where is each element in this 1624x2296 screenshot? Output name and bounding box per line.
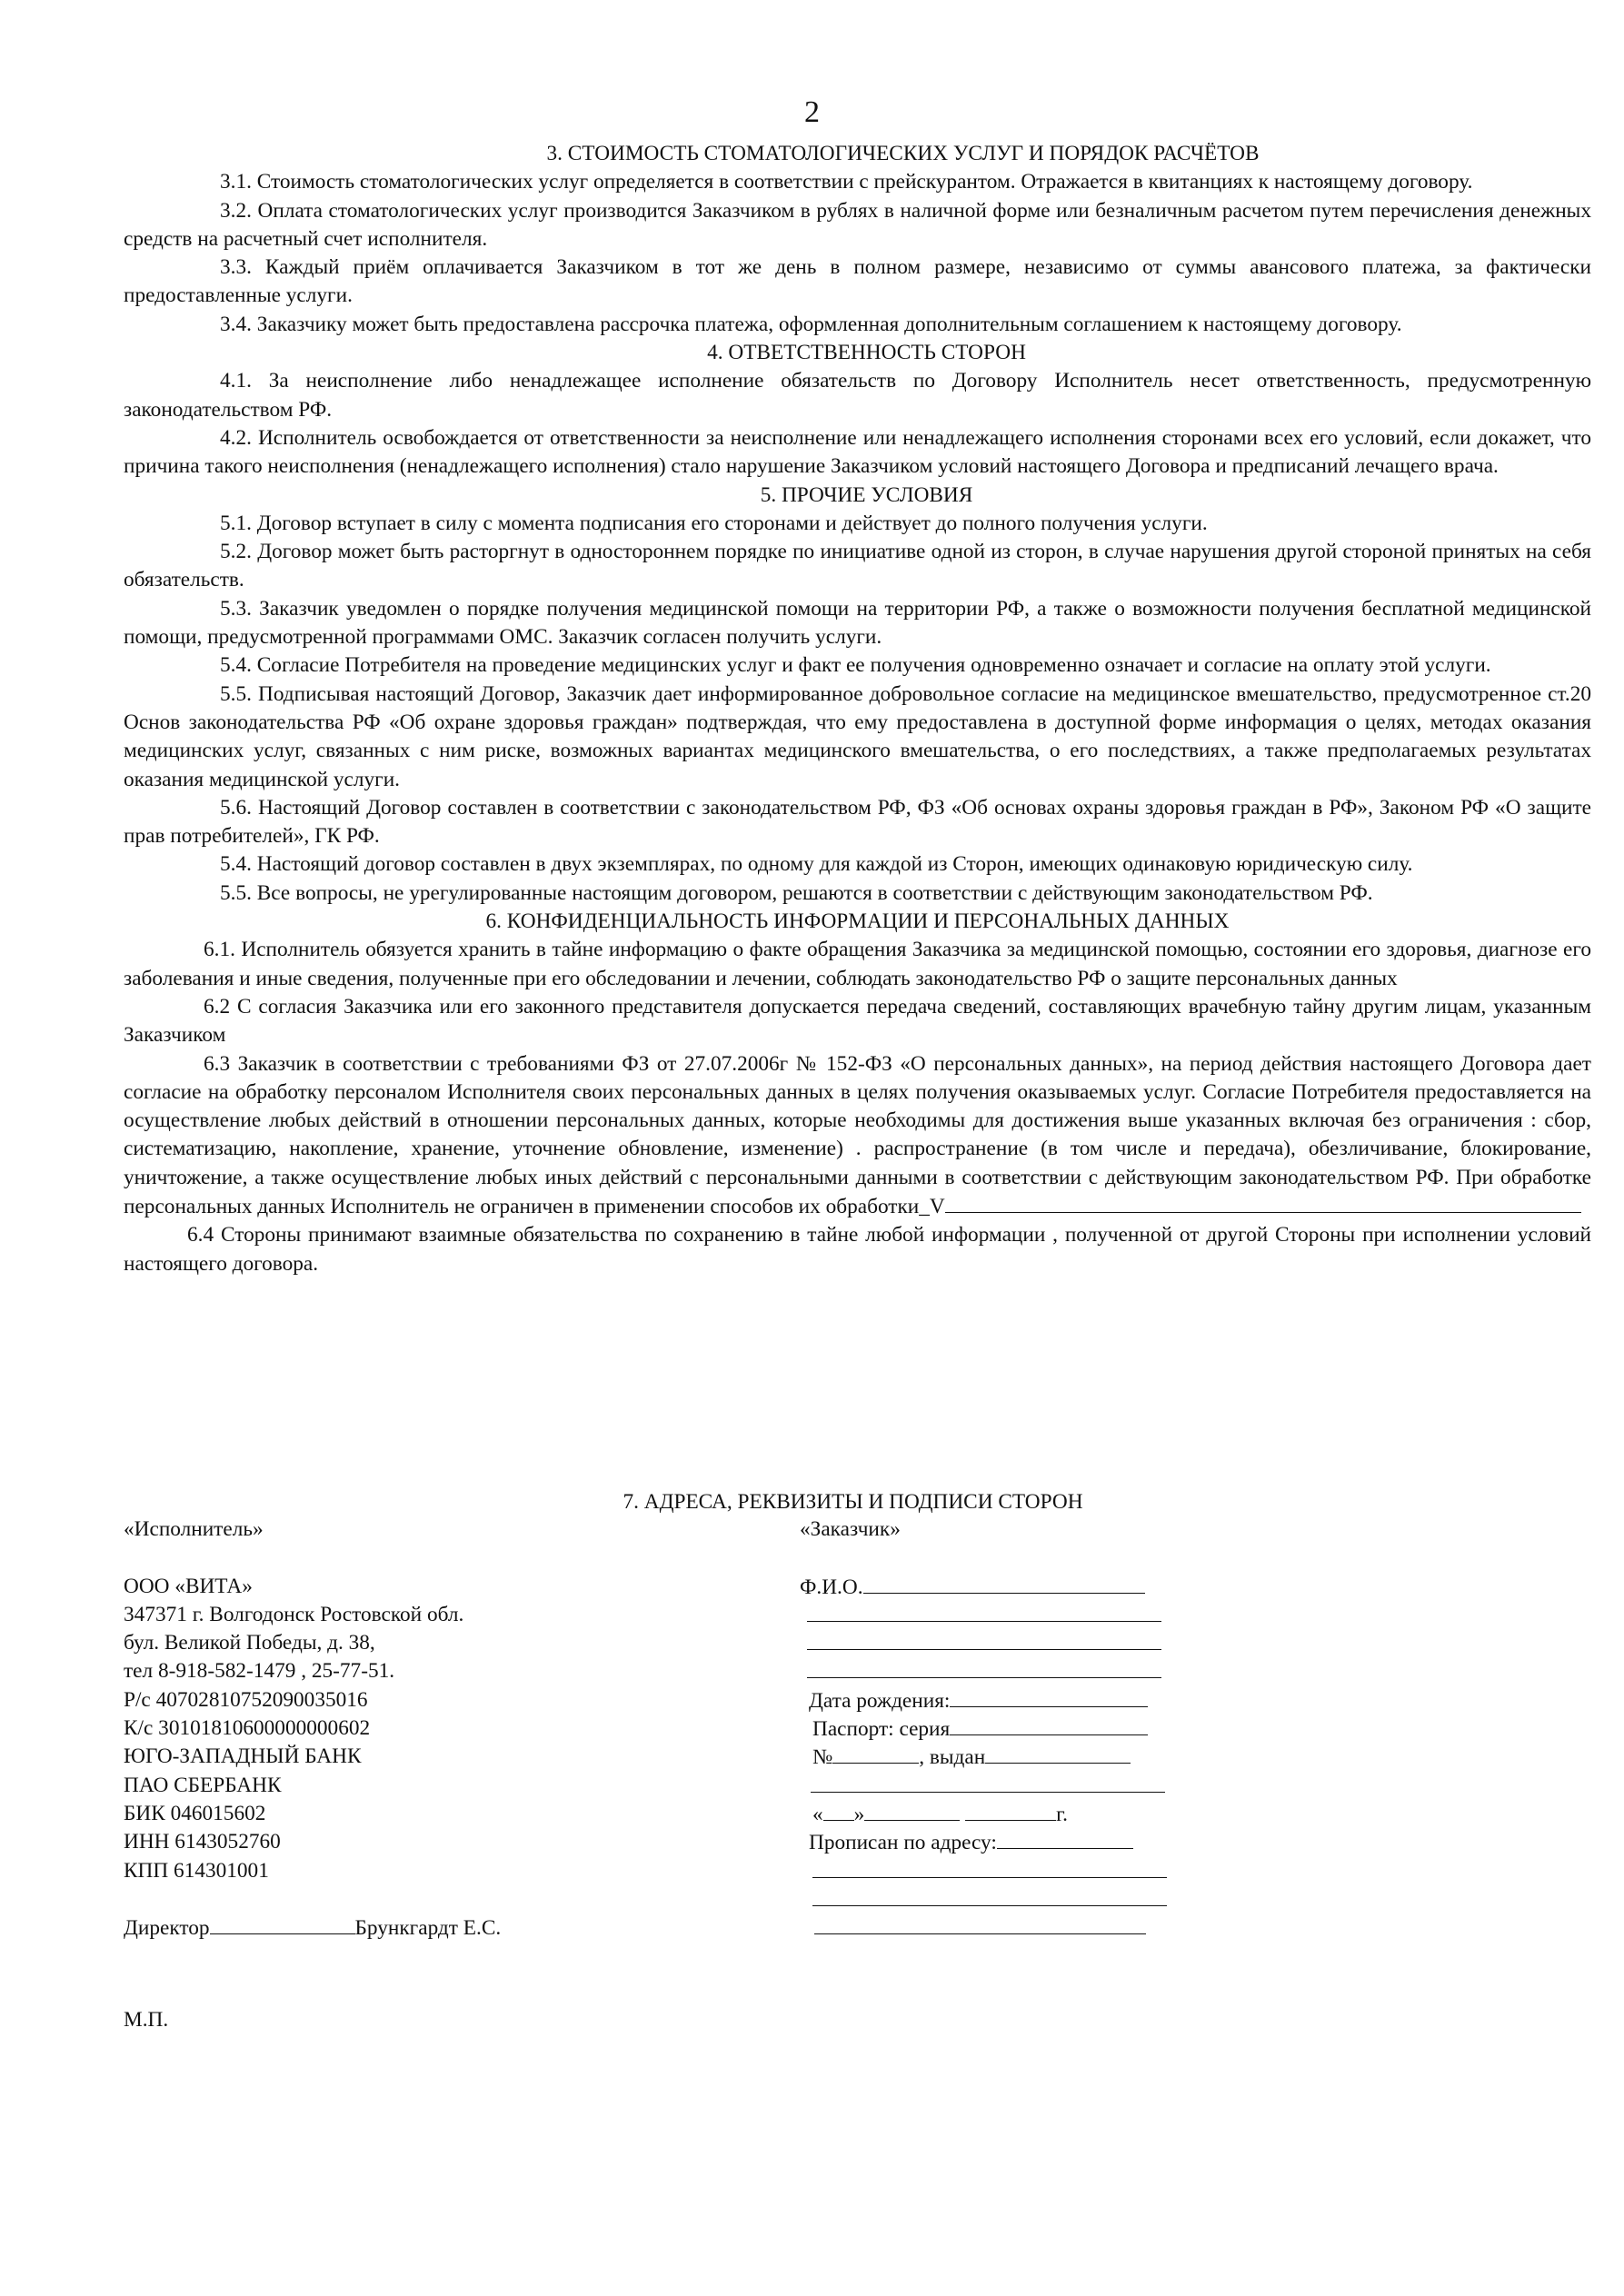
registered-label: Прописан по адресу: [809, 1831, 997, 1855]
clause-4-1: 4.1. За неисполнение либо ненадлежащее исполнение обязательств по Договору Исполнитель несет ответственность, предусмотренную законодательством РФ. [124, 369, 1591, 422]
executor-phone: тел 8-918-582-1479 , 25-77-51. [124, 1659, 395, 1684]
clause-6-2: 6.2 С согласия Заказчика или его законного представителя допускается передача сведений, составляющих врачебную тайну другим лицам, указанным Заказчиком [124, 994, 1591, 1048]
clause-5-5: 5.5. Подписывая настоящий Договор, Заказчик дает информированное добровольное согласие на медицинское вмешательство, предусмотренное ст.20 Основ законодательства РФ «Об охране здоровья граждан» подтверждая, что ему предоставлена в доступной форме информация о целях, методах оказания медицинских услуг, связанных с ним риске, возможных вариантах медицинского вмешательства, о его последствиях, а также предполагаемых результатах оказания медицинской услуги. [124, 681, 1591, 791]
issued-blank[interactable] [985, 1743, 1131, 1764]
director-name: Брункгардт Е.С. [354, 1916, 502, 1941]
date-year-blank[interactable] [965, 1800, 1056, 1821]
section5-title: 5. ПРОЧИЕ УСЛОВИЯ [760, 482, 973, 507]
customer-registered-line [800, 1828, 1309, 1856]
fio-blank-4[interactable] [807, 1657, 1161, 1678]
fio-label: Ф.И.О. [800, 1575, 863, 1599]
date-mid: » [853, 1802, 865, 1826]
customer-issued-line [800, 1772, 1309, 1800]
clause-5-1: 5.1. Договор вступает в силу с момента подписания его сторонами и действует до полного получения услуги. [220, 511, 1208, 535]
clause-5-6: 5.6. Настоящий Договор составлен в соответствии с законодательством РФ, ФЗ «Об основах охраны здоровья граждан в РФ», Законом РФ «О защите прав потребителей», ГК РФ. [124, 795, 1591, 849]
customer-passport-line [800, 1715, 1309, 1743]
birth-label: Дата рождения: [809, 1688, 951, 1713]
consent-blank-line[interactable] [945, 1192, 1581, 1213]
issued-blank-2[interactable] [811, 1772, 1165, 1793]
clause-5-3: 5.3. Заказчик уведомлен о порядке получения медицинской помощи на территории РФ, а также о возможности получения бесплатной медицинской помощи, предусмотренной программами ОМС. Заказчик согласен получить услуги. [124, 596, 1591, 650]
address-blank-1[interactable] [812, 1857, 1167, 1878]
customer-fio-line [800, 1573, 1309, 1601]
executor-account: Р/с 40702810752090035016 [124, 1687, 368, 1712]
director-signature-line [124, 1913, 760, 1942]
clause-3-1: 3.1. Стоимость стоматологических услуг определяется в соответствии с прейскурантом. Отражается в квитанциях к настоящему договору. [220, 170, 1473, 194]
customer-date-line [800, 1800, 1309, 1828]
executor-inn: ИНН 6143052760 [124, 1830, 281, 1854]
clause-4-2: 4.2. Исполнитель освобождается от ответственности за неисполнение или ненадлежащего исполнения сторонами всех его условий, если докажет, что причина такого неисполнения (ненадлежащего исполнения) стало нарушение Заказчиком условий настоящего Договора и предписаний лечащего врача. [124, 425, 1591, 479]
clause-3-4: 3.4. Заказчику может быть предоставлена рассрочка платежа, оформленная дополнительным соглашением к настоящему договору. [220, 312, 1402, 336]
date-month-blank[interactable] [864, 1800, 960, 1821]
clause-3-2: 3.2. Оплата стоматологических услуг производится Заказчиком в рублях в наличной форме или безналичным расчетом путем перечисления денежных средств на расчетный счет исполнителя. [124, 198, 1591, 251]
issued-label: , выдан [919, 1745, 986, 1770]
customer-birth-line [800, 1686, 1309, 1715]
clause-6-3 [124, 1050, 1591, 1222]
passport-label: Паспорт: серия [812, 1717, 951, 1742]
clause-5-4: 5.4. Согласие Потребителя на проведение медицинских услуг и факт ее получения одновременно означает и согласие на оплату этой услуги. [220, 653, 1491, 678]
contract-body [124, 140, 1591, 1278]
section7-title: 7. АДРЕСА, РЕКВИЗИТЫ И ПОДПИСИ СТОРОН [623, 1490, 1083, 1514]
executor-address-1: 347371 г. Волгодонск Ростовской обл. [124, 1602, 464, 1626]
executor-name: ООО «ВИТА» [124, 1574, 253, 1598]
passport-number-blank[interactable] [832, 1743, 919, 1764]
stamp-place: М.П. [124, 2008, 169, 2032]
registered-blank[interactable] [997, 1828, 1133, 1849]
clause-5-4b: 5.4. Настоящий договор составлен в двух экземплярах, по одному для каждой из Сторон, имеющих одинаковую юридическую силу. [220, 852, 1413, 877]
date-open: « [812, 1802, 823, 1826]
director-signature-blank[interactable] [210, 1913, 355, 1934]
page-number: 2 [804, 95, 820, 129]
director-label: Директор [124, 1916, 210, 1941]
passport-series-blank[interactable] [950, 1715, 1148, 1735]
date-day-blank[interactable] [823, 1800, 854, 1821]
birth-blank[interactable] [950, 1686, 1148, 1707]
clause-5-5b: 5.5. Все вопросы, не урегулированные настоящим договором, решаются в соответствии с действующим законодательством РФ. [220, 880, 1373, 905]
clause-6-1: 6.1. Исполнитель обязуется хранить в тайне информацию о факте обращения Заказчика за медицинской помощью, состоянии его здоровья, диагнозе его заболевания и иные сведения, полученные при его обследовании и лечении, соблюдать законодательство РФ о защите персональных данных [124, 938, 1591, 990]
section3-title: 3. СТОИМОСТЬ СТОМАТОЛОГИЧЕСКИХ УСЛУГ И ПОРЯДОК РАСЧЁТОВ [546, 142, 1260, 165]
customer-blank-line-3 [800, 1657, 1309, 1685]
executor-address-2: бул. Великой Победы, д. 38, [124, 1631, 375, 1655]
customer-heading: «Заказчик» [800, 1517, 901, 1541]
fio-blank-3[interactable] [807, 1629, 1161, 1650]
section6-title: 6. КОНФИДЕНЦИАЛЬНОСТЬ ИНФОРМАЦИИ И ПЕРСОНАЛЬНЫХ ДАННЫХ [485, 909, 1230, 934]
clause-5-2: 5.2. Договор может быть расторгнут в одностороннем порядке по инициативе одной из сторон, в случае нарушения другой стороной принятых на себя обязательств. [124, 540, 1591, 592]
customer-blank-line-2 [800, 1629, 1309, 1657]
executor-corr-account: К/с 30101810600000000602 [124, 1716, 371, 1741]
executor-bank-2: ПАО СБЕРБАНК [124, 1773, 282, 1797]
executor-bank-1: ЮГО-ЗАПАДНЫЙ БАНК [124, 1744, 362, 1769]
executor-bik: БИК 046015602 [124, 1801, 266, 1825]
customer-blank-line-1 [800, 1601, 1309, 1629]
customer-signature-blank[interactable] [814, 1913, 1146, 1934]
number-label: № [812, 1745, 833, 1770]
fio-blank-2[interactable] [807, 1601, 1161, 1622]
fio-blank[interactable] [863, 1573, 1145, 1594]
clause-6-3-text: 6.3 Заказчик в соответствии с требованиями ФЗ от 27.07.2006г № 152-ФЗ «О персональных данных», на период действия настоящего Договора дает согласие на обработку персоналом Исполнителя своих персональных данных в целях получения оказываемых услуг. Согласие Потребителя предоставляется на осуществление любых действий в отношении персональных данных, которые необходимы для достижения выше указанных включая без ограничения : сбор, систематизацию, накопление, хранение, уточнение обновление, изменение) . распространение (в том числе и передача), обезличивание, блокирование, уничтожение, а также осуществление любых иных действий с персональными данными в соответствии с действующим законодательством РФ. При обработке персональных данных Исполнитель не ограничен в применении способов их обработки_V [124, 1051, 1591, 1218]
date-year: г. [1056, 1802, 1068, 1826]
clause-3-3: 3.3. Каждый приём оплачивается Заказчиком в тот же день в полном размере, независимо от суммы авансового платежа, за фактически предоставленные услуги. [124, 255, 1591, 308]
clause-6-4: 6.4 Стороны принимают взаимные обязательства по сохранению в тайне любой информации , полученной от другой Стороны при исполнении условий настоящего договора. [124, 1223, 1591, 1276]
customer-number-line [800, 1743, 1309, 1771]
section4-title: 4. ОТВЕТСТВЕННОСТЬ СТОРОН [707, 341, 1026, 365]
executor-heading: «Исполнитель» [124, 1517, 264, 1541]
executor-kpp: КПП 614301001 [124, 1858, 269, 1883]
executor-details [124, 1516, 760, 1942]
customer-signature-line [800, 1913, 1309, 1942]
customer-details [800, 1516, 1309, 1942]
address-blank-2[interactable] [812, 1885, 1167, 1906]
customer-address-line-2 [800, 1885, 1309, 1913]
customer-address-line-1 [800, 1857, 1309, 1885]
